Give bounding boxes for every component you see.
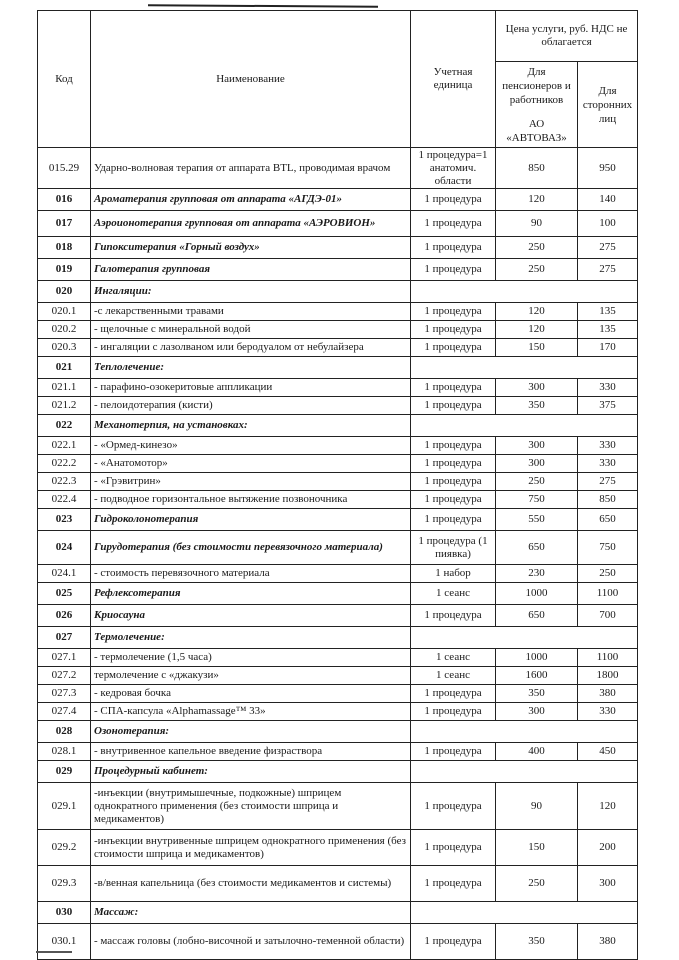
row-price-others: 200	[578, 830, 638, 866]
row-name: -с лекарственными травами	[91, 303, 411, 321]
row-name: Озонотерапия:	[91, 721, 411, 743]
row-price-others: 1100	[578, 583, 638, 605]
row-unit: 1 процедура	[411, 703, 496, 721]
row-price-others: 120	[578, 783, 638, 830]
row-unit: 1 процедура	[411, 397, 496, 415]
row-name: - ингаляции с лазолваном или беродуалом от небулайзера	[91, 339, 411, 357]
row-name: Массаж:	[91, 902, 411, 924]
row-code: 022.3	[38, 473, 91, 491]
row-code: 016	[38, 189, 91, 211]
row-code: 030.1	[38, 924, 91, 960]
row-code: 024	[38, 531, 91, 565]
row-unit: 1 процедура	[411, 211, 496, 237]
row-price-employees: 650	[496, 605, 578, 627]
row-price-others: 380	[578, 685, 638, 703]
row-price-employees: 250	[496, 473, 578, 491]
row-name: Теплолечение:	[91, 357, 411, 379]
table-row	[38, 667, 638, 685]
row-code: 025	[38, 583, 91, 605]
row-unit: 1 процедура	[411, 783, 496, 830]
row-code: 029.3	[38, 866, 91, 902]
row-name: Рефлексотерапия	[91, 583, 411, 605]
row-unit: 1 процедура	[411, 866, 496, 902]
row-unit: 1 процедура	[411, 237, 496, 259]
row-name: - кедровая бочка	[91, 685, 411, 703]
row-price-employees: 750	[496, 491, 578, 509]
row-name: - «Анатомотор»	[91, 455, 411, 473]
table-row	[38, 339, 638, 357]
header-price-group: Цена услуги, руб. НДС не облагается	[496, 11, 638, 62]
row-price-others: 330	[578, 703, 638, 721]
row-price-others: 330	[578, 437, 638, 455]
table-row	[38, 583, 638, 605]
section-row	[38, 721, 638, 743]
row-price-employees: 1000	[496, 583, 578, 605]
row-price-employees: 230	[496, 565, 578, 583]
table-row	[38, 211, 638, 237]
row-unit: 1 процедура	[411, 605, 496, 627]
header-code: Код	[38, 11, 91, 148]
row-unit: 1 процедура	[411, 743, 496, 761]
section-row	[38, 761, 638, 783]
table-row	[38, 455, 638, 473]
row-name: - «Ормед-кинезо»	[91, 437, 411, 455]
row-name: Галотерапия групповая	[91, 259, 411, 281]
row-price-employees: 650	[496, 531, 578, 565]
row-empty-merged	[411, 761, 638, 783]
row-price-employees: 1000	[496, 649, 578, 667]
row-code: 019	[38, 259, 91, 281]
row-unit: 1 процедура	[411, 321, 496, 339]
table-row	[38, 437, 638, 455]
row-unit: 1 сеанс	[411, 583, 496, 605]
table-row	[38, 303, 638, 321]
row-name: -инъекции (внутримышечные, подкожные) шприцем однократного применения (без стоимости шприца и медикаментов)	[91, 783, 411, 830]
row-price-employees: 350	[496, 397, 578, 415]
row-price-others: 100	[578, 211, 638, 237]
row-name: -в/венная капельница (без стоимости медикаментов и системы)	[91, 866, 411, 902]
row-name: Ароматерапия групповая от аппарата «АГДЭ-01»	[91, 189, 411, 211]
row-price-employees: 550	[496, 509, 578, 531]
row-name: термолечение с «джакузи»	[91, 667, 411, 685]
scan-artifact-line	[148, 4, 378, 8]
row-name: Аэроионотерапия групповая от аппарата «АЭРОВИОН»	[91, 211, 411, 237]
row-name: - термолечение (1,5 часа)	[91, 649, 411, 667]
row-code: 020.3	[38, 339, 91, 357]
row-name: Ингаляции:	[91, 281, 411, 303]
row-price-others: 950	[578, 148, 638, 189]
table-row	[38, 189, 638, 211]
row-unit: 1 процедура=1 анатомич. области	[411, 148, 496, 189]
section-row	[38, 902, 638, 924]
row-price-employees: 350	[496, 924, 578, 960]
row-name: - щелочные с минеральной водой	[91, 321, 411, 339]
row-price-others: 1100	[578, 649, 638, 667]
table-row	[38, 783, 638, 830]
header-price-employees-line2: АО «АВТОВАЗ»	[506, 117, 567, 144]
row-price-employees: 850	[496, 148, 578, 189]
row-empty-merged	[411, 281, 638, 303]
table-row	[38, 379, 638, 397]
row-code: 026	[38, 605, 91, 627]
row-price-others: 850	[578, 491, 638, 509]
table-row	[38, 321, 638, 339]
header-name: Наименование	[91, 11, 411, 148]
row-price-employees: 300	[496, 437, 578, 455]
row-empty-merged	[411, 627, 638, 649]
table-row	[38, 473, 638, 491]
row-empty-merged	[411, 721, 638, 743]
table-row	[38, 743, 638, 761]
row-name: - парафино-озокеритовые аппликации	[91, 379, 411, 397]
price-table-body	[38, 148, 638, 960]
row-price-employees: 400	[496, 743, 578, 761]
row-code: 021	[38, 357, 91, 379]
row-name: Гирудотерапия (без стоимости перевязочного материала)	[91, 531, 411, 565]
row-code: 017	[38, 211, 91, 237]
table-row	[38, 605, 638, 627]
row-unit: 1 процедура (1 пиявка)	[411, 531, 496, 565]
table-row	[38, 491, 638, 509]
row-unit: 1 процедура	[411, 189, 496, 211]
row-name: -инъекции внутривенные шприцем однократного применения (без стоимости шприца и медикаментов)	[91, 830, 411, 866]
row-unit: 1 процедура	[411, 509, 496, 531]
row-name: Ударно-волновая терапия от аппарата BTL, проводимая врачом	[91, 148, 411, 189]
row-price-employees: 250	[496, 259, 578, 281]
row-price-others: 700	[578, 605, 638, 627]
row-name: - подводное горизонтальное вытяжение позвоночника	[91, 491, 411, 509]
row-code: 023	[38, 509, 91, 531]
row-code: 027	[38, 627, 91, 649]
row-price-others: 330	[578, 455, 638, 473]
row-name: - массаж головы (лобно-височной и затылочно-теменной области)	[91, 924, 411, 960]
table-row	[38, 830, 638, 866]
row-code: 022.4	[38, 491, 91, 509]
row-price-others: 1800	[578, 667, 638, 685]
table-row	[38, 703, 638, 721]
row-price-others: 275	[578, 237, 638, 259]
row-price-employees: 1600	[496, 667, 578, 685]
row-name: Гипокситерапия «Горный воздух»	[91, 237, 411, 259]
row-code: 021.2	[38, 397, 91, 415]
row-code: 022.2	[38, 455, 91, 473]
row-price-employees: 150	[496, 339, 578, 357]
row-unit: 1 процедура	[411, 473, 496, 491]
row-price-others: 330	[578, 379, 638, 397]
row-unit: 1 сеанс	[411, 649, 496, 667]
row-price-others: 750	[578, 531, 638, 565]
row-code: 020.1	[38, 303, 91, 321]
row-name: - СПА-капсула «Alphamassage™ 33»	[91, 703, 411, 721]
row-price-others: 140	[578, 189, 638, 211]
table-row	[38, 649, 638, 667]
row-unit: 1 сеанс	[411, 667, 496, 685]
row-price-others: 275	[578, 259, 638, 281]
row-code: 028	[38, 721, 91, 743]
scan-artifact-bottom-line	[36, 951, 72, 953]
row-code: 028.1	[38, 743, 91, 761]
row-empty-merged	[411, 415, 638, 437]
row-price-others: 300	[578, 866, 638, 902]
row-unit: 1 процедура	[411, 685, 496, 703]
section-row	[38, 357, 638, 379]
row-code: 018	[38, 237, 91, 259]
row-code: 020	[38, 281, 91, 303]
row-price-others: 250	[578, 565, 638, 583]
table-row	[38, 565, 638, 583]
row-price-others: 375	[578, 397, 638, 415]
row-price-employees: 120	[496, 321, 578, 339]
table-row	[38, 237, 638, 259]
section-row	[38, 415, 638, 437]
row-code: 015.29	[38, 148, 91, 189]
row-price-employees: 250	[496, 866, 578, 902]
row-price-employees: 150	[496, 830, 578, 866]
row-name: Механотерпия, на установках:	[91, 415, 411, 437]
row-name: Процедурный кабинет:	[91, 761, 411, 783]
row-price-employees: 300	[496, 703, 578, 721]
row-unit: 1 процедура	[411, 830, 496, 866]
table-row	[38, 531, 638, 565]
row-code: 027.1	[38, 649, 91, 667]
row-price-others: 380	[578, 924, 638, 960]
header-price-others: Для сторонних лиц	[578, 62, 638, 148]
row-code: 027.2	[38, 667, 91, 685]
row-code: 030	[38, 902, 91, 924]
section-row	[38, 281, 638, 303]
row-price-employees: 250	[496, 237, 578, 259]
row-price-employees: 120	[496, 303, 578, 321]
row-price-others: 275	[578, 473, 638, 491]
table-row	[38, 924, 638, 960]
row-price-employees: 300	[496, 379, 578, 397]
header-unit: Учетная единица	[411, 11, 496, 148]
row-price-employees: 120	[496, 189, 578, 211]
row-name: Гидроколонотерапия	[91, 509, 411, 531]
table-row	[38, 397, 638, 415]
row-empty-merged	[411, 357, 638, 379]
row-code: 027.3	[38, 685, 91, 703]
row-price-employees: 90	[496, 783, 578, 830]
row-price-others: 135	[578, 303, 638, 321]
row-price-others: 170	[578, 339, 638, 357]
table-row	[38, 509, 638, 531]
row-code: 029.2	[38, 830, 91, 866]
row-unit: 1 процедура	[411, 455, 496, 473]
row-price-others: 450	[578, 743, 638, 761]
row-unit: 1 процедура	[411, 339, 496, 357]
row-unit: 1 процедура	[411, 303, 496, 321]
row-empty-merged	[411, 902, 638, 924]
row-code: 021.1	[38, 379, 91, 397]
row-unit: 1 процедура	[411, 259, 496, 281]
row-name: - стоимость перевязочного материала	[91, 565, 411, 583]
row-price-employees: 300	[496, 455, 578, 473]
row-unit: 1 процедура	[411, 379, 496, 397]
table-row	[38, 148, 638, 189]
row-price-employees: 90	[496, 211, 578, 237]
table-row	[38, 259, 638, 281]
row-code: 022	[38, 415, 91, 437]
row-code: 027.4	[38, 703, 91, 721]
row-code: 020.2	[38, 321, 91, 339]
header-price-employees-line1: Для пенсионеров и работников	[502, 65, 571, 106]
row-code: 024.1	[38, 565, 91, 583]
row-name: - «Грэвитрин»	[91, 473, 411, 491]
row-name: - пелоидотерапия (кисти)	[91, 397, 411, 415]
row-unit: 1 набор	[411, 565, 496, 583]
row-price-others: 135	[578, 321, 638, 339]
row-name: Термолечение:	[91, 627, 411, 649]
row-name: Криосауна	[91, 605, 411, 627]
row-unit: 1 процедура	[411, 491, 496, 509]
row-code: 029	[38, 761, 91, 783]
price-table	[37, 10, 638, 960]
header-price-employees	[496, 62, 578, 148]
row-unit: 1 процедура	[411, 437, 496, 455]
row-unit: 1 процедура	[411, 924, 496, 960]
table-row	[38, 685, 638, 703]
row-price-employees: 350	[496, 685, 578, 703]
row-name: - внутривенное капельное введение физраствора	[91, 743, 411, 761]
row-code: 022.1	[38, 437, 91, 455]
row-price-others: 650	[578, 509, 638, 531]
section-row	[38, 627, 638, 649]
table-row	[38, 866, 638, 902]
row-code: 029.1	[38, 783, 91, 830]
